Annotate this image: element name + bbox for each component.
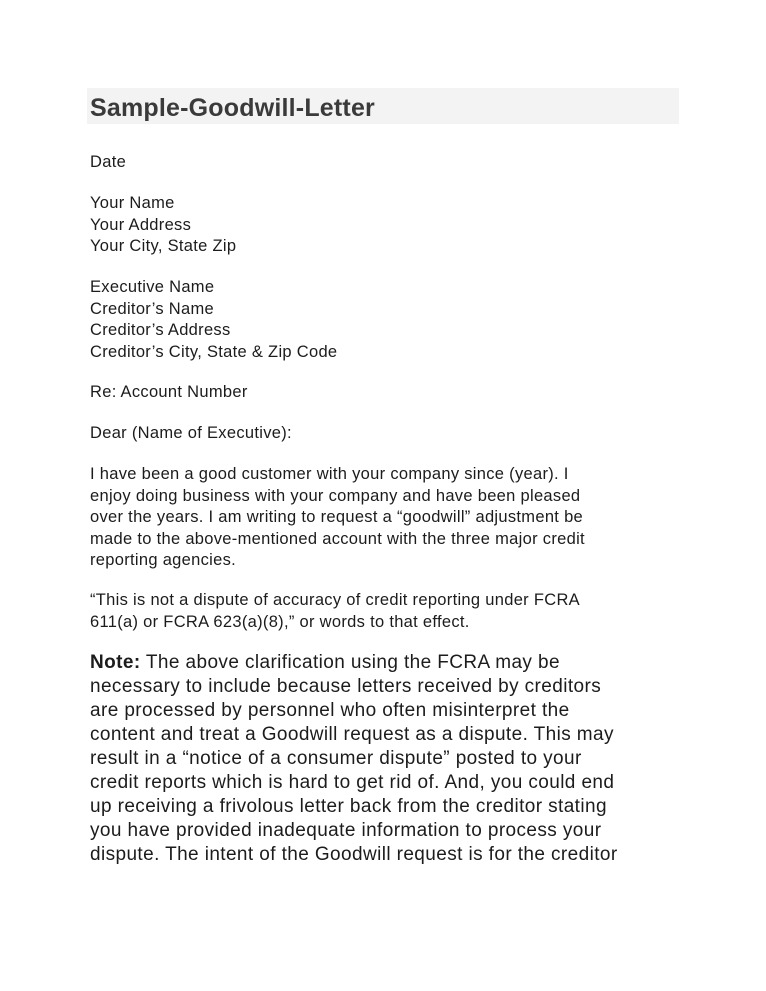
recipient-creditor-name: Creditor’s Name xyxy=(90,299,215,318)
body-paragraph-2-line: “This is not a dispute of accuracy of credit reporting under FCRA xyxy=(90,591,580,609)
recipient-creditor-city-state-zip: Creditor’s City, State & Zip Code xyxy=(90,342,338,361)
note-text: The above clarification using the FCRA may be xyxy=(140,652,560,673)
salutation: Dear (Name of Executive): xyxy=(90,424,292,442)
note-line: result in a “notice of a consumer dispute” posted to your xyxy=(90,748,582,769)
note-line: up receiving a frivolous letter back from the creditor stating xyxy=(90,796,607,817)
document-title: Sample-Goodwill-Letter xyxy=(90,94,375,122)
sender-city-state-zip: Your City, State Zip xyxy=(90,237,237,255)
body-paragraph-1-line: enjoy doing business with your company and have been pleased xyxy=(90,486,581,505)
body-paragraph-2-line: 611(a) or FCRA 623(a)(8),” or words to that effect. xyxy=(90,612,470,631)
note-line: necessary to include because letters received by creditors xyxy=(90,676,602,697)
body-paragraph-1-line: made to the above-mentioned account with the three major credit xyxy=(90,529,585,548)
recipient-executive-name: Executive Name xyxy=(90,278,215,296)
note-line: you have provided inadequate information to process your xyxy=(90,820,602,841)
recipient-creditor-address: Creditor’s Address xyxy=(90,321,231,339)
date-line: Date xyxy=(90,153,127,171)
body-paragraph-1-line: reporting agencies. xyxy=(90,551,237,569)
body-paragraph-1-line: over the years. I am writing to request a “goodwill” adjustment be xyxy=(90,508,584,526)
sender-name: Your Name xyxy=(90,194,175,212)
note-line: dispute. The intent of the Goodwill request is for the creditor xyxy=(90,844,618,865)
re-line: Re: Account Number xyxy=(90,383,248,401)
body-paragraph-1-line: I have been a good customer with your company since (year). I xyxy=(90,465,569,483)
note-label: Note: xyxy=(90,652,141,673)
note-line: are processed by personnel who often misinterpret the xyxy=(90,700,570,721)
sender-address: Your Address xyxy=(90,215,192,234)
note-line-first xyxy=(90,651,560,675)
note-line: credit reports which is hard to get rid of. And, you could end xyxy=(90,772,615,793)
note-line: content and treat a Goodwill request as a dispute. This may xyxy=(90,724,614,745)
